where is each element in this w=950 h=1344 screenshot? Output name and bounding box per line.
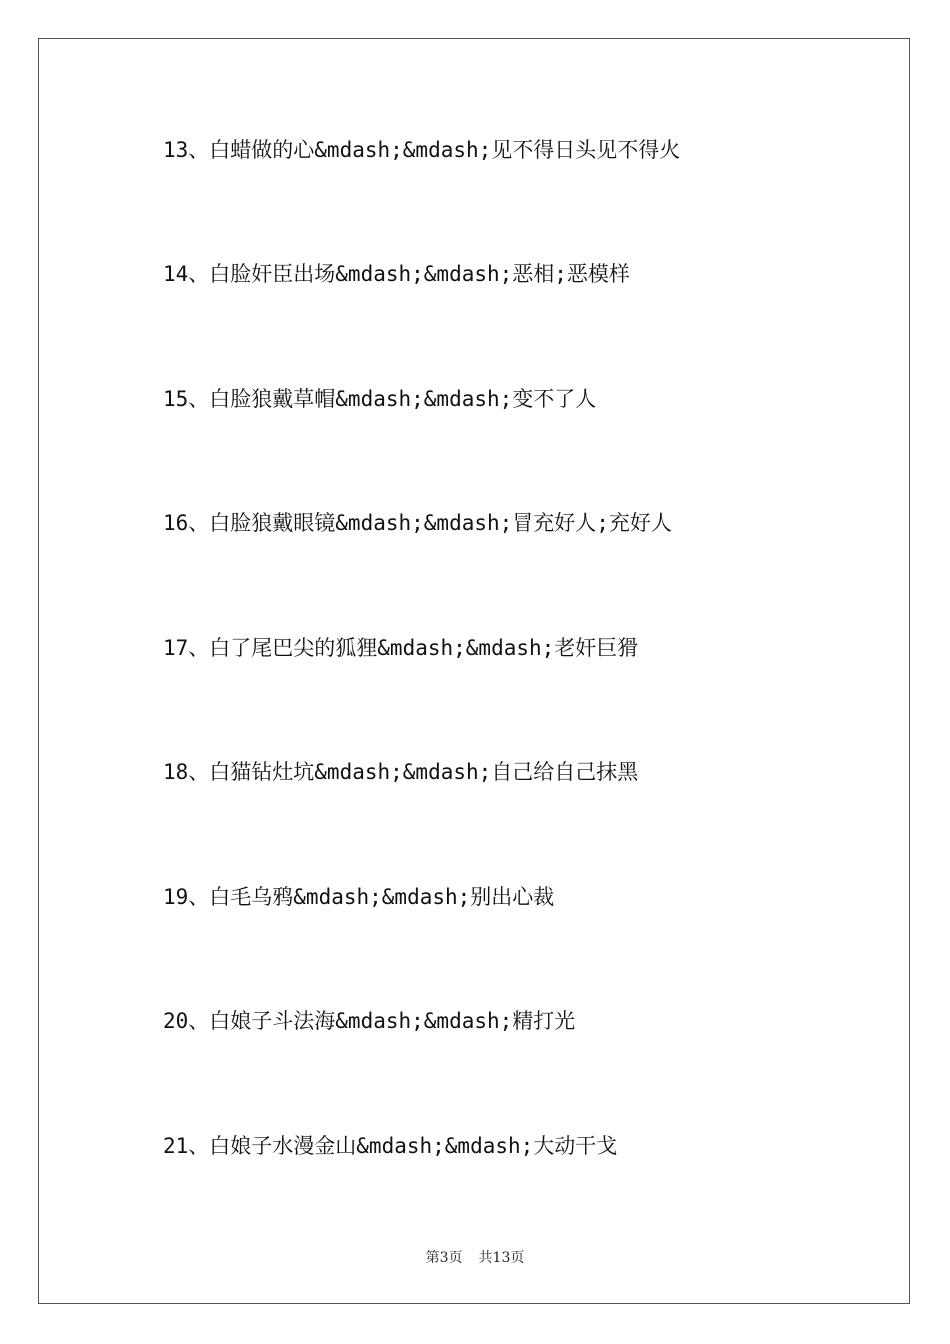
list-item: 21、白娘子水漫金山&mdash;&mdash;大动干戈 <box>163 1134 618 1158</box>
list-item: 18、白猫钻灶坑&mdash;&mdash;自己给自己抹黑 <box>163 760 639 784</box>
page-number: 第3页 <box>425 1250 463 1266</box>
list-item: 13、白蜡做的心&mdash;&mdash;见不得日头见不得火 <box>163 138 681 162</box>
list-item: 15、白脸狼戴草帽&mdash;&mdash;变不了人 <box>163 387 597 411</box>
page-border <box>38 38 910 1304</box>
list-item: 14、白脸奸臣出场&mdash;&mdash;恶相;恶模样 <box>163 262 630 286</box>
page-footer <box>0 1247 950 1267</box>
list-item: 16、白脸狼戴眼镜&mdash;&mdash;冒充好人;充好人 <box>163 511 672 535</box>
total-pages: 共13页 <box>478 1250 525 1266</box>
list-item: 20、白娘子斗法海&mdash;&mdash;精打光 <box>163 1009 576 1033</box>
list-item: 19、白毛乌鸦&mdash;&mdash;别出心裁 <box>163 885 555 909</box>
list-item: 17、白了尾巴尖的狐狸&mdash;&mdash;老奸巨猾 <box>163 636 639 660</box>
